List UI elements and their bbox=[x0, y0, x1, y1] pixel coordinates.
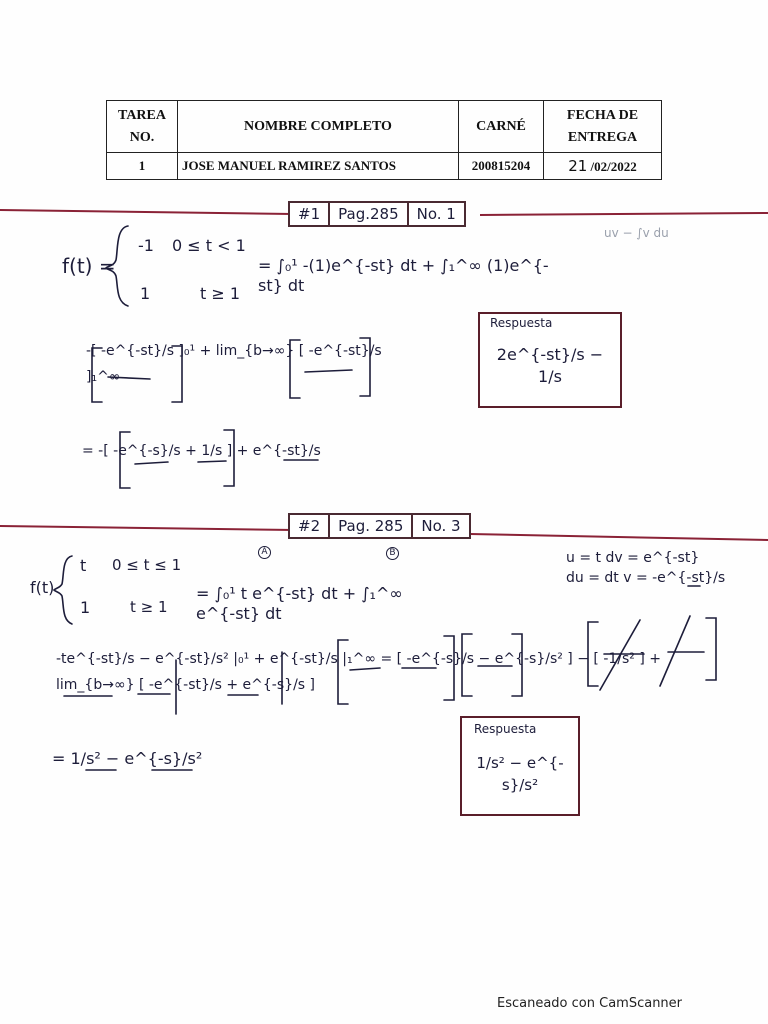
fecha-day: 21 bbox=[568, 157, 588, 175]
p2-marker-b: B bbox=[386, 547, 399, 560]
problem2-page: Pag. 285 bbox=[330, 515, 413, 537]
col-fecha-header: FECHA DE ENTREGA bbox=[544, 101, 662, 153]
tarea-value: 1 bbox=[107, 153, 178, 180]
problem2-number: #2 bbox=[290, 515, 330, 537]
nombre-value: JOSE MANUEL RAMIREZ SANTOS bbox=[178, 153, 459, 180]
p2-answer: 1/s² − e^{-s}/s² bbox=[476, 754, 564, 794]
p2-step2: = 1/s² − e^{-s}/s² bbox=[52, 749, 203, 768]
p1-integral: = ∫₀¹ -(1)e^{-st} dt + ∫₁^∞ (1)e^{-st} dt bbox=[258, 256, 549, 295]
col-nombre-header: NOMBRE COMPLETO bbox=[178, 101, 459, 153]
brace-2 bbox=[54, 556, 72, 624]
rule-line-2-left bbox=[0, 526, 294, 530]
p2-case1-condition: 0 ≤ t ≤ 1 bbox=[112, 556, 182, 574]
frac-bar-1c bbox=[135, 462, 168, 464]
p1-answer-box bbox=[478, 312, 622, 408]
p2-case2-value: 1 bbox=[80, 598, 91, 617]
problem1-page: Pag.285 bbox=[330, 203, 408, 225]
p2-function: f(t) bbox=[30, 578, 55, 597]
p1-pencil-note: uv − ∫v du bbox=[604, 226, 669, 240]
p2-substitution-u: u = t dv = e^{-st} bbox=[566, 550, 700, 566]
p1-case2-condition: t ≥ 1 bbox=[200, 284, 241, 303]
p1-case1-value: -1 bbox=[138, 236, 154, 255]
problem1-no: No. 1 bbox=[416, 205, 456, 223]
p2-marker-a: A bbox=[258, 546, 271, 559]
p2-answer-label: Respuesta bbox=[474, 722, 537, 736]
p1-case1-condition: 0 ≤ t < 1 bbox=[172, 236, 246, 255]
col-tarea-header: TAREA NO. bbox=[107, 101, 178, 153]
p1-case2-value: 1 bbox=[140, 284, 151, 303]
p2-answer-box bbox=[460, 716, 580, 816]
problem1-number: #1 bbox=[290, 203, 330, 225]
rule-line-1-right bbox=[480, 213, 768, 215]
rule-line-2-right bbox=[470, 534, 768, 540]
p2-case2-condition: t ≥ 1 bbox=[130, 598, 168, 616]
p1-answer: 2e^{-st}/s − 1/s bbox=[496, 345, 604, 386]
carne-value: 200815204 bbox=[459, 153, 544, 180]
p2-case1-value: t bbox=[80, 556, 87, 575]
p1-function: f(t) = bbox=[62, 254, 116, 278]
p2-integral: = ∫₀¹ t e^{-st} dt + ∫₁^∞ e^{-st} dt bbox=[196, 584, 403, 623]
col-carne-header: CARNÉ bbox=[459, 101, 544, 153]
fecha-month-year: /02/2022 bbox=[590, 159, 637, 174]
problem1-label bbox=[288, 201, 466, 227]
p2-substitution-du: du = dt v = -e^{-st}/s bbox=[566, 570, 726, 586]
p2-step1: -te^{-st}/s − e^{-st}/s² |₀¹ + e^{-st}/s |₁^∞ = [ -e^{-s}/s − e^{-s}/s² ] − [ -1/s² ] + lim_{b→∞} [ -e^{-st}/s + e^{-s}/s ] bbox=[56, 651, 661, 693]
p1-answer-label: Respuesta bbox=[490, 316, 553, 330]
p1-step2: = -[ -e^{-s}/s + 1/s ] + e^{-st}/s bbox=[82, 443, 321, 459]
scanner-watermark: Escaneado con CamScanner bbox=[497, 996, 683, 1011]
p1-step1: -[ -e^{-st}/s ]₀¹ + lim_{b→∞} [ -e^{-st}/s ]₁^∞ bbox=[86, 343, 382, 385]
problem2-label bbox=[288, 513, 471, 539]
problem2-no: No. 3 bbox=[421, 517, 461, 535]
rule-line-1-left bbox=[0, 210, 292, 214]
